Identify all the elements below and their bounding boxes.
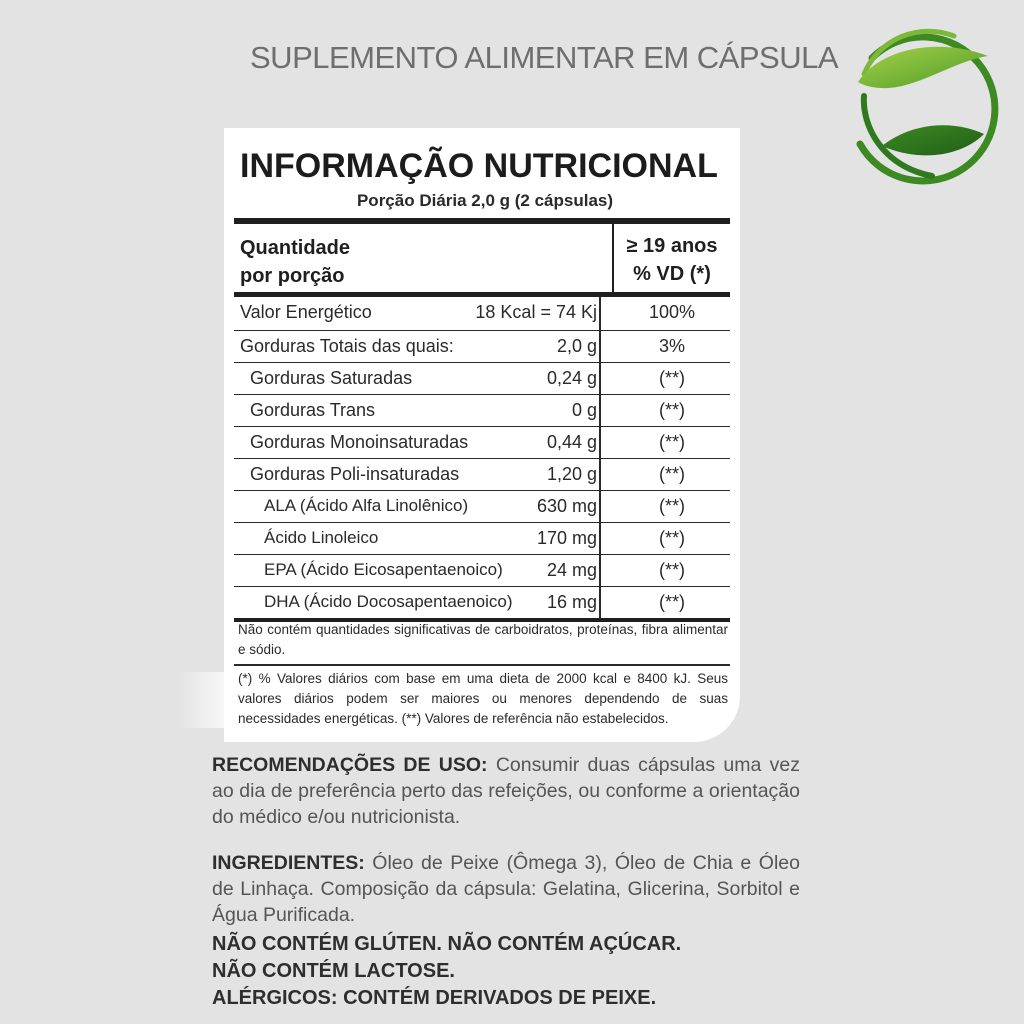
row-amount: 2,0 g (556, 336, 597, 356)
row-amount: 0 g (571, 400, 597, 420)
row-vd: (**) (659, 528, 685, 548)
table-row (234, 395, 730, 427)
row-vd: (**) (659, 400, 685, 420)
row-vd: (**) (659, 560, 685, 580)
header-vd-line1: ≥ 19 anos (626, 235, 718, 257)
note-divider (234, 664, 730, 666)
table-row (234, 363, 730, 395)
ingredients (212, 850, 800, 928)
row-vd: 3% (658, 336, 685, 356)
row-name: Gorduras Trans (250, 400, 376, 420)
table-row (234, 459, 730, 491)
row-divider (599, 459, 601, 490)
warning-allergens: ALÉRGICOS: CONTÉM DERIVADOS DE PEIXE. (212, 987, 657, 1009)
warning-lactose: NÃO CONTÉM LACTOSE. (212, 960, 455, 982)
note-not-contains: Não contém quantidades significativas de carboidratos, proteínas, fibra alimentar e sódio. (238, 622, 728, 657)
row-divider (599, 297, 601, 330)
row-divider (599, 587, 601, 618)
ingredients-label: INGREDIENTES: (212, 852, 365, 874)
recommendations-label: RECOMENDAÇÕES DE USO: (212, 754, 488, 776)
row-name: Ácido Linoleico (264, 528, 379, 547)
nutrition-table (234, 218, 730, 622)
row-divider (599, 555, 601, 586)
row-name: ALA (Ácido Alfa Linolênico) (264, 496, 469, 515)
row-divider (599, 523, 601, 554)
row-name: Gorduras Totais das quais: (240, 336, 454, 356)
row-amount: 18 Kcal = 74 Kj (475, 302, 597, 322)
row-amount: 1,20 g (546, 464, 597, 484)
row-name: Valor Energético (240, 302, 372, 322)
row-name: Gorduras Saturadas (250, 368, 413, 388)
row-vd: 100% (648, 302, 696, 322)
ingredients-text: Óleo de Peixe (Ômega 3), Óleo de Chia e Óleo de Linhaça. Composição da cápsula: Gelatina, Glicerina, Sorbitol e Água Purificada. (212, 852, 800, 926)
nutrition-title: INFORMAÇÃO NUTRICIONAL (240, 147, 718, 185)
row-divider (599, 427, 601, 458)
table-row (234, 491, 730, 523)
row-name: EPA (Ácido Eicosapentaenoico) (264, 560, 503, 579)
table-row (234, 523, 730, 555)
row-amount: 24 mg (546, 560, 597, 580)
row-vd: (**) (659, 432, 685, 452)
recommendations-text: Consumir duas cápsulas uma vez ao dia de preferência perto das refeições, ou conforme a orientação do médico e/ou nutricionista. (212, 754, 800, 828)
row-vd: (**) (659, 496, 685, 516)
row-amount: 170 mg (536, 528, 597, 548)
header-vd-line2: % VD (*) (633, 263, 711, 285)
row-amount: 0,44 g (546, 432, 597, 452)
table-row (234, 555, 730, 587)
table-header (234, 224, 730, 297)
panel-shadow (176, 672, 226, 728)
row-divider (599, 331, 601, 362)
recommendations (212, 752, 800, 830)
table-row (234, 587, 730, 622)
row-vd: (**) (659, 592, 685, 612)
leaves-circle-icon (842, 16, 1000, 186)
row-name: DHA (Ácido Docosapentaenoico) (264, 592, 513, 611)
portion-info: Porção Diária 2,0 g (2 cápsulas) (356, 191, 614, 210)
header-quantity-line2: por porção (240, 265, 345, 287)
row-divider (599, 491, 601, 522)
warning-gluten-sugar: NÃO CONTÉM GLÚTEN. NÃO CONTÉM AÇÚCAR. (212, 933, 682, 955)
row-name: Gorduras Monoinsaturadas (250, 432, 469, 452)
row-amount: 0,24 g (546, 368, 597, 388)
note-vd: (*) % Valores diários com base em uma dieta de 2000 kcal e 8400 kJ. Seus valores diários podem ser maiores ou menores dependendo de suas necessidades energéticas. (**) Valores de referência não estabelecidos. (238, 671, 728, 726)
row-name: Gorduras Poli-insaturadas (250, 464, 460, 484)
table-row (234, 427, 730, 459)
table-row (234, 331, 730, 363)
row-amount: 16 mg (546, 592, 597, 612)
row-amount: 630 mg (536, 496, 597, 516)
row-divider (599, 395, 601, 426)
header-quantity (240, 234, 540, 290)
row-vd: (**) (659, 464, 685, 484)
header-quantity-line1: Quantidade (240, 237, 351, 259)
table-row (234, 297, 730, 331)
row-vd: (**) (659, 368, 685, 388)
row-divider (599, 363, 601, 394)
header-vd (614, 232, 730, 288)
page-heading: SUPLEMENTO ALIMENTAR EM CÁPSULA (250, 40, 839, 75)
